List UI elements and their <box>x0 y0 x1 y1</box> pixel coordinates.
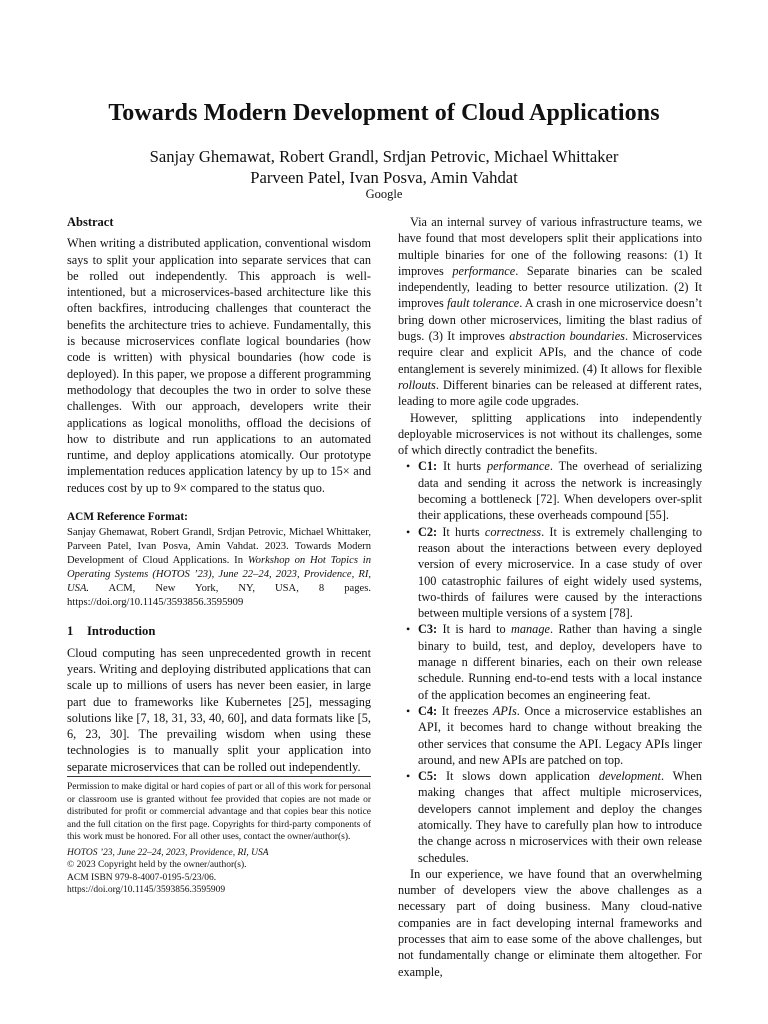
section-number: 1 <box>67 624 74 639</box>
list-item <box>398 703 702 768</box>
text-run: It slows down application <box>437 769 599 784</box>
text-run: . Once a microservice establishes an API, it becomes hard to change without breaking the other services that consume the API. Legacy APIs linger around, and new APIs are patched on top. <box>418 703 703 767</box>
acm-reference-text <box>67 526 371 610</box>
list-item-label: C2: <box>418 524 438 539</box>
copyright-line: © 2023 Copyright held by the owner/author(s). <box>67 860 247 870</box>
text-run: It hurts <box>437 459 487 474</box>
text-run: . Different binaries can be released at different rates, leading to more agile code upgrades. <box>398 377 702 409</box>
challenges-list <box>398 458 702 865</box>
text-run: . Microservices require clear and explicit APIs, and the chance of code entanglement is severely minimized. (4) It allows for flexible <box>398 329 702 376</box>
list-item <box>398 768 702 866</box>
venue-text: HOTOS ’23, June 22–24, 2023, Providence, RI, USA <box>67 847 269 858</box>
acm-reference-part: Sanjay Ghemawat, Robert Grandl, Srdjan Petrovic, Michael Whittaker, Parveen Patel, Ivan Posva, Amin Vahdat. 2023. Towards Modern Development of Cloud Applications. In <box>67 527 371 567</box>
text-run: . It is extremely challenging to reason about the interactions between every deployed version of every microservice. In a case study of over 100 catastrophic failures of eight widely used systems, two-thirds of failures were caused by the interactions between multiple versions of a system [78]. <box>418 524 703 621</box>
text-run: . A crash in one microservice doesn’t bring down other microservices, limiting the blast radius of bugs. (3) It improves <box>398 296 703 344</box>
left-column <box>67 214 371 775</box>
acm-reference-heading: ACM Reference Format: <box>67 511 188 524</box>
text-run: It is hard to <box>437 622 511 637</box>
text-run: . The overhead of serializing data and sending it across the network is increasingly becoming a bottleneck [72]. When developers over-split their applications, these overheads compound [55]. <box>418 459 702 523</box>
text-run: It freezes <box>437 703 493 718</box>
emphasis: rollouts <box>398 377 436 392</box>
text-run: . Separate binaries can be scaled independently, leading to better resource utilization. (2) It improves <box>398 263 702 311</box>
list-item <box>398 458 702 523</box>
emphasis: performance <box>486 459 550 474</box>
affiliation: Google <box>365 187 403 201</box>
challenges-intro-paragraph: However, splitting applications into independently deployable microservices is not without its challenges, some of which directly contradict the benefits. <box>398 410 702 458</box>
right-column <box>398 214 702 980</box>
text-run: . Rather than having a single binary to build, test, and deploy, developers have to manage n different binaries, each on their own release schedule. Running end-to-end tests with a local instance of the application becomes an engineering feat. <box>418 622 702 702</box>
bullet-glyph: • <box>406 524 411 539</box>
text-run: It hurts <box>437 524 485 539</box>
list-item <box>398 621 702 702</box>
emphasis: fault tolerance <box>447 296 520 311</box>
bullet-glyph: • <box>406 622 411 637</box>
bullet-glyph: • <box>406 703 411 718</box>
venue-line <box>67 847 371 860</box>
text-run: . When making changes that affect multiple microservices, developers cannot implement and deploy the changes atomically. They have to carefully plan how to introduce the change across n microservices with their own release schedules. <box>418 769 703 865</box>
emphasis: performance <box>452 263 516 278</box>
abstract-text: When writing a distributed application, conventional wisdom says to split your application into separate services that can be rolled out independently. This approach is well-intentioned, but a microservices-based architecture like this often backfires, introducing challenges that counteract the benefits the architecture tries to achieve. Fundamentally, this is because microservices conflate logical boundaries (how code is written) with physical boundaries (how code is deployed). In this paper, we propose a different programming methodology that decouples the two in order to solve these challenges. With our approach, developers write their applications as logical monoliths, offload the decisions of how to distribute and run applications to an automated runtime, and deploy applications atomically. Our prototype implementation reduces application latency by up to 15× and reduces cost by up to 9× compared to the status quo. <box>67 236 371 495</box>
isbn-line: ACM ISBN 979-8-4007-0195-5/23/06. <box>67 872 217 883</box>
survey-paragraph <box>398 214 702 410</box>
section-title: Introduction <box>87 624 156 639</box>
paper-title: Towards Modern Development of Cloud Applications <box>108 100 660 126</box>
experience-paragraph: In our experience, we have found that an overwhelming number of developers view the above challenges as a necessary part of doing business. Many cloud-native companies are in fact developing internal frameworks and processes that aim to ease some of the above challenges, but not fundamentally change or eliminate them altogether. For example, <box>398 866 702 979</box>
list-item-label: C1: <box>418 459 438 474</box>
authors-line-1: Sanjay Ghemawat, Robert Grandl, Srdjan Petrovic, Michael Whittaker <box>149 147 619 166</box>
copyright-footnote <box>67 776 371 897</box>
bullet-glyph: • <box>406 459 411 474</box>
emphasis: manage <box>511 622 550 637</box>
text-run: Via an internal survey of various infrastructure teams, we have found that most developers split their applications into multiple binaries for one of the following reasons: (1) It improves <box>398 215 702 278</box>
section-heading-introduction <box>67 623 371 639</box>
bullet-glyph: • <box>406 769 411 784</box>
authors-line-2: Parveen Patel, Ivan Posva, Amin Vahdat <box>250 168 518 187</box>
acm-reference-venue: Workshop on Hot Topics in Operating Systems (HOTOS ’23), June 22–24, 2023, Providence, RI, USA. <box>67 555 371 595</box>
emphasis: correctness <box>484 524 542 539</box>
emphasis: APIs <box>492 703 517 718</box>
introduction-paragraph: Cloud computing has seen unprecedented growth in recent years. Writing and deploying distributed applications that can scale up to millions of users has never been easier, in large part due to frameworks like Kubernetes [25], messaging solutions like [7, 18, 31, 33, 40, 60], and data formats like [5, 6, 23, 30]. The prevailing wisdom when using these technologies is to manually split your application into separate microservices that can be rolled out independently. <box>67 645 371 774</box>
abstract-heading: Abstract <box>67 215 114 229</box>
list-item-label: C4: <box>418 703 438 718</box>
permission-notice: Permission to make digital or hard copies of part or all of this work for personal or classroom use is granted without fee provided that copies are not made or distributed for profit or commercial advantage and that copies bear this notice and the full citation on the first page. Copyrights for third-party components of this work must be honored. For all other uses, contact the owner/author(s). <box>67 782 371 842</box>
emphasis: development <box>598 769 661 784</box>
list-item-label: C5: <box>418 769 438 784</box>
doi-line: https://doi.org/10.1145/3593856.3595909 <box>67 885 226 895</box>
list-item-label: C3: <box>418 622 438 637</box>
acm-reference-part: ACM, New York, NY, USA, 8 pages. https://doi.org/10.1145/3593856.3595909 <box>67 583 371 609</box>
list-item <box>398 524 702 622</box>
emphasis: abstraction boundaries <box>509 329 625 344</box>
